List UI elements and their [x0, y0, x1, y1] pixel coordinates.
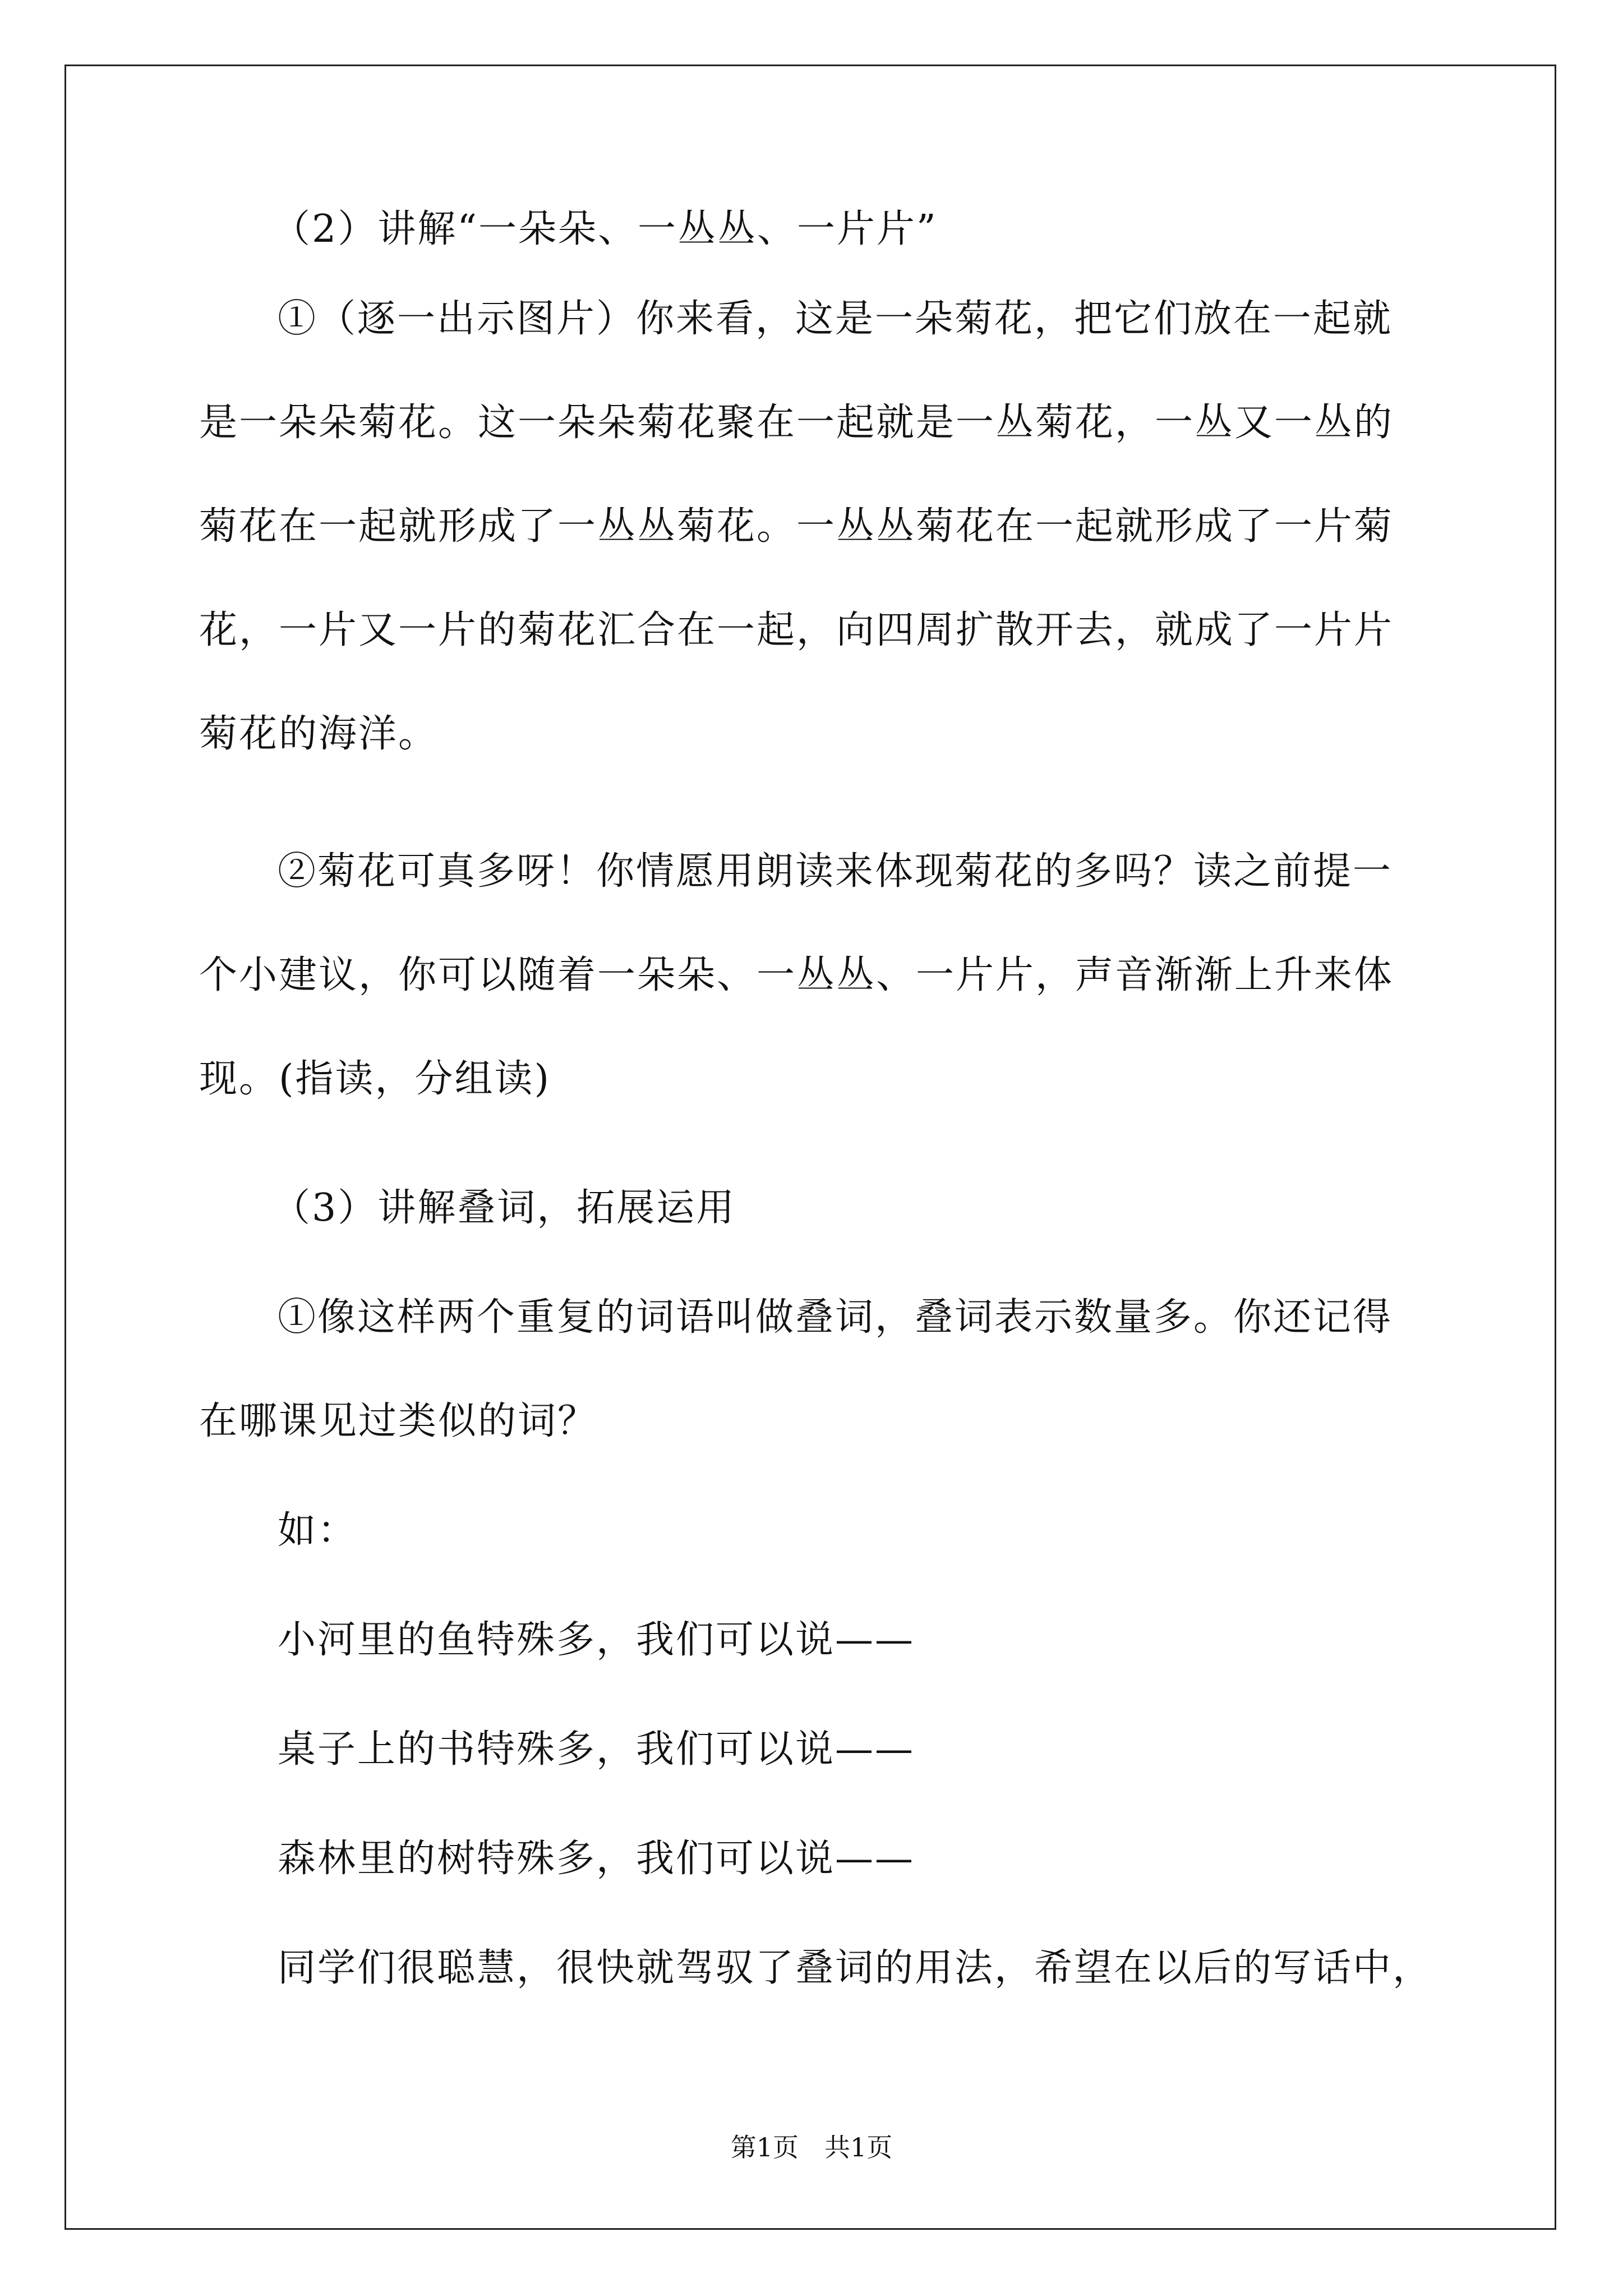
paragraph-line: ②菊花可真多呀！你情愿用朗读来体现菊花的多吗？读之前提一 [278, 849, 1393, 894]
example-line: 小河里的鱼特殊多，我们可以说—— [278, 1618, 915, 1662]
example-line: 桌子上的书特殊多，我们可以说—— [278, 1727, 915, 1772]
paragraph-line: 菊花在一起就形成了一丛丛菊花。一丛丛菊花在一起就形成了一片菊 [199, 504, 1394, 549]
example-line: 森林里的树特殊多，我们可以说—— [278, 1837, 915, 1881]
example-intro: 如： [278, 1508, 358, 1553]
page-number: 第1页 共1页 [730, 2132, 893, 2162]
paragraph-line: 菊花的海洋。 [199, 712, 439, 756]
paragraph-line: 现。(指读，分组读) [199, 1057, 551, 1101]
section-heading-2: （2）讲解“一朵朵、一丛丛、一片片” [272, 207, 938, 251]
paragraph-line: 是一朵朵菊花。这一朵朵菊花聚在一起就是一丛菊花，一丛又一丛的 [199, 401, 1394, 445]
paragraph-line: ①（逐一出示图片）你来看，这是一朵菊花，把它们放在一起就 [278, 297, 1393, 341]
paragraph-line: 同学们很聪慧，很快就驾驭了叠词的用法，希望在以后的写话中， [278, 1946, 1433, 1990]
paragraph-line: 花，一片又一片的菊花汇合在一起，向四周扩散开去，就成了一片片 [199, 608, 1394, 652]
paragraph-line: 个小建议，你可以随着一朵朵、一丛丛、一片片，声音渐渐上升来体 [199, 953, 1394, 997]
paragraph-line: 在哪课见过类似的词？ [199, 1399, 598, 1443]
section-heading-3: （3）讲解叠词，拓展运用 [272, 1186, 736, 1230]
page-border [64, 65, 1556, 2230]
paragraph-line: ①像这样两个重复的词语叫做叠词，叠词表示数量多。你还记得 [278, 1295, 1393, 1340]
